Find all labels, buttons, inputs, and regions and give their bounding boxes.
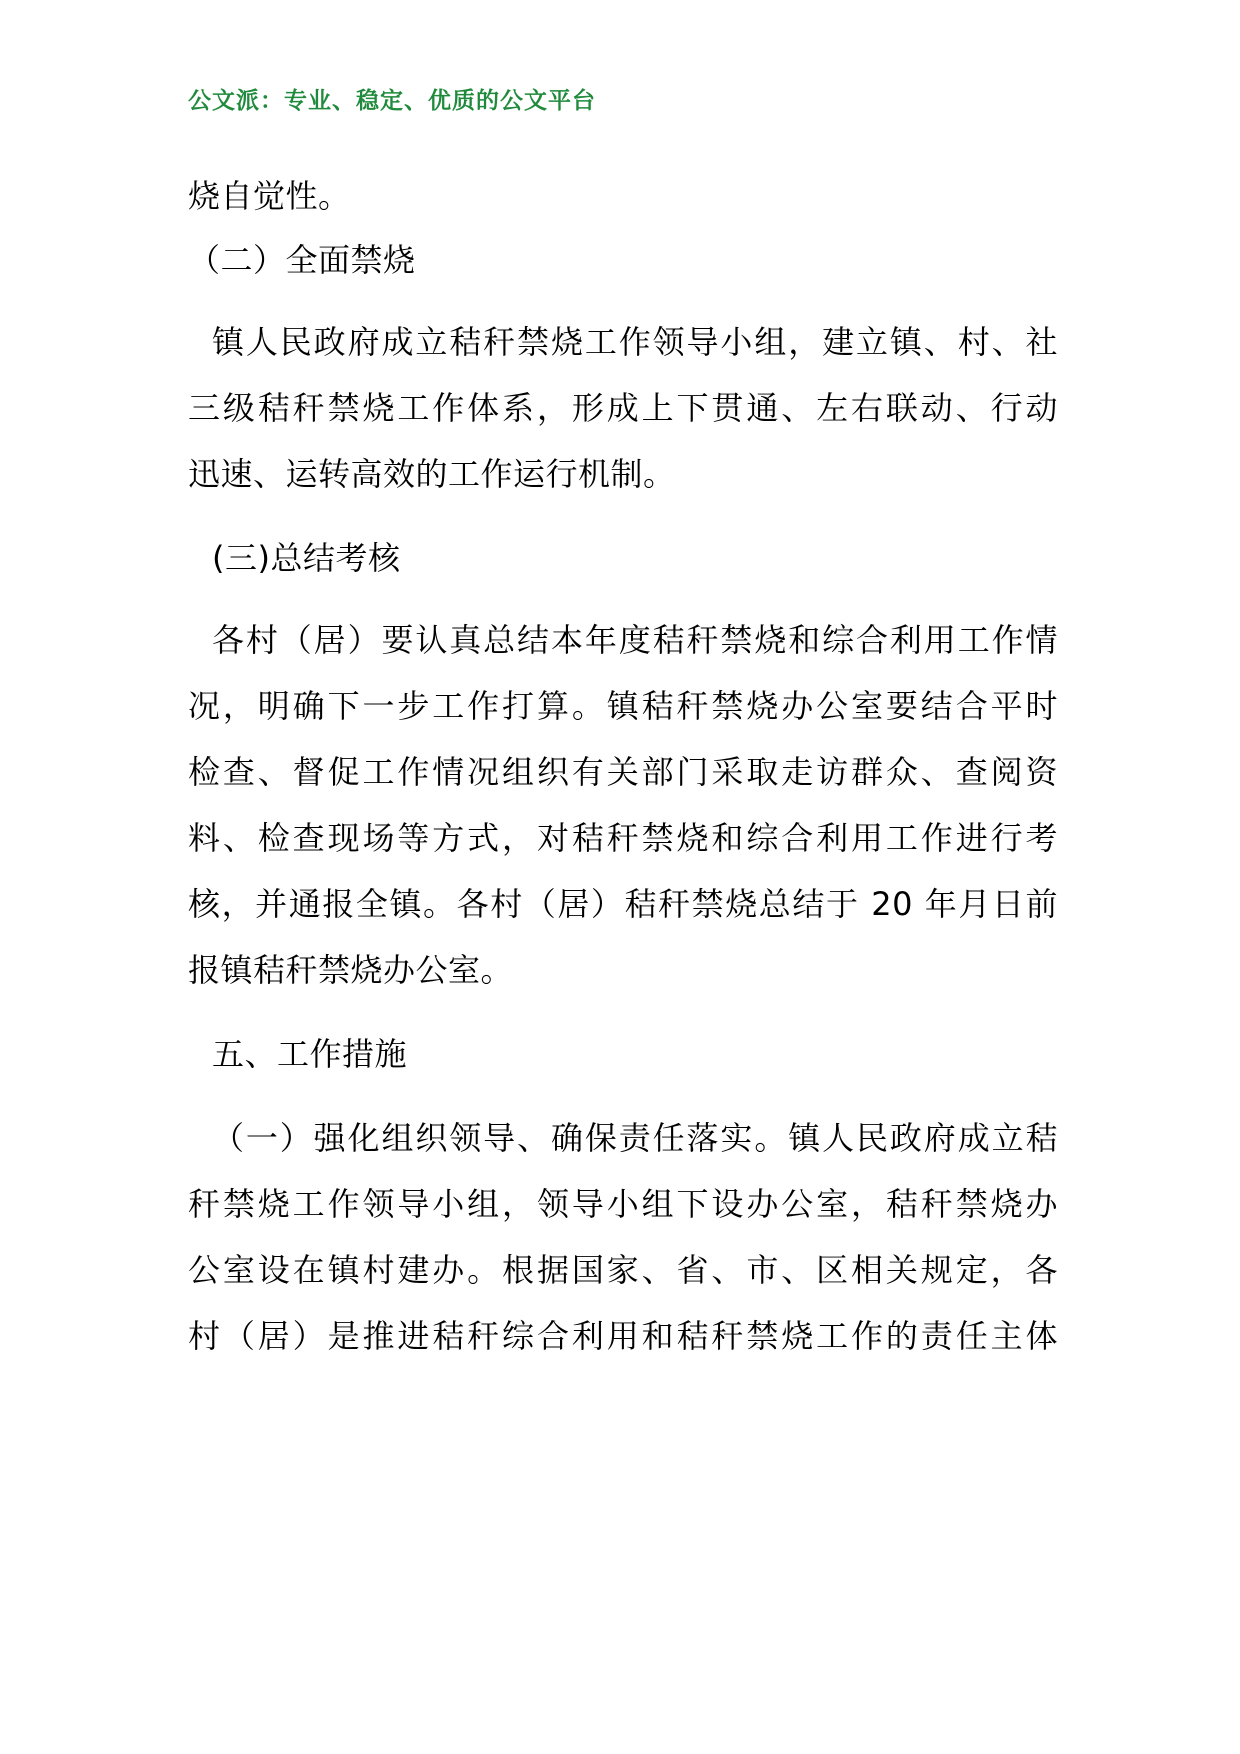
body-line: 秆禁烧工作领导小组，领导小组下设办公室，秸秆禁烧办	[188, 1185, 1058, 1223]
body-line: 烧自觉性。	[188, 177, 351, 215]
body-line: 各村（居）要认真总结本年度秸秆禁烧和综合利用工作情	[212, 621, 1058, 659]
body-line: 况，明确下一步工作打算。镇秸秆禁烧办公室要结合平时	[188, 687, 1058, 725]
section-heading: 五、工作措施	[212, 1035, 408, 1073]
header-banner: 公文派：专业、稳定、优质的公文平台	[188, 88, 596, 114]
section-heading: (三)总结考核	[212, 539, 401, 577]
section-heading: （二）全面禁烧	[188, 241, 416, 279]
body-line: 报镇秸秆禁烧办公室。	[188, 951, 514, 989]
body-line: 村（居）是推进秸秆综合利用和秸秆禁烧工作的责任主体	[188, 1317, 1058, 1355]
body-line: （一）强化组织领导、确保责任落实。镇人民政府成立秸	[212, 1119, 1058, 1157]
body-line: 料、检查现场等方式，对秸秆禁烧和综合利用工作进行考	[188, 819, 1058, 857]
body-line: 三级秸秆禁烧工作体系，形成上下贯通、左右联动、行动	[188, 389, 1058, 427]
body-line: 检查、督促工作情况组织有关部门采取走访群众、查阅资	[188, 753, 1058, 791]
body-line: 核，并通报全镇。各村（居）秸秆禁烧总结于 20 年月日前	[188, 885, 1058, 923]
body-line: 镇人民政府成立秸秆禁烧工作领导小组，建立镇、村、社	[212, 323, 1058, 361]
body-line: 公室设在镇村建办。根据国家、省、市、区相关规定，各	[188, 1251, 1058, 1289]
body-line: 迅速、运转高效的工作运行机制。	[188, 455, 676, 493]
